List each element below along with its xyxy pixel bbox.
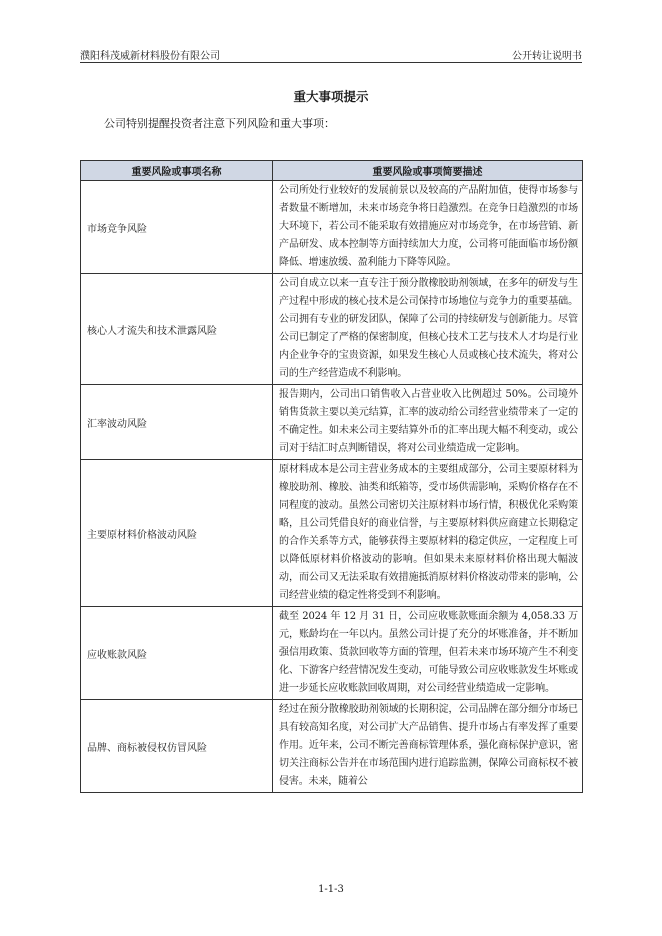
table-header-row: [81, 161, 583, 181]
column-header-name: 重要风险或事项名称: [81, 161, 273, 181]
table-row: [81, 385, 583, 460]
risk-table: [80, 160, 583, 793]
table-row: [81, 607, 583, 700]
page-title: 重大事项提示: [293, 89, 369, 104]
company-name: 濮阳科茂威新材料股份有限公司: [80, 51, 220, 62]
risk-description: 公司自成立以来一直专注于预分散橡胶助剂领域，在多年的研发与生产过程中形成的核心技术是公司保持市场地位与竞争力的重要基础。公司拥有专业的研发团队，保障了公司的持续研发与创新能力。尽管公司已制定了严格的保密制度，但核心技术工艺与技术人才均是行业内企业争夺的宝贵资源，如果发生核心人员或核心技术流失，将对公司的生产经营造成不利影响。: [273, 274, 583, 385]
document-type: 公开转让说明书: [512, 51, 582, 62]
risk-description: 原材料成本是公司主营业务成本的主要组成部分，公司主要原材料为橡胶助剂、橡胶、油类和纸箱等，受市场供需影响，采购价格存在不同程度的波动。虽然公司密切关注原材料市场行情，积极优化采购策略，且公司凭借良好的商业信誉，与主要原材料供应商建立长期稳定的合作关系等方式，能够获得主要原材料的稳定供应，一定程度上可以降低原材料价格波动的影响。但如果未来原材料价格出现大幅波动，而公司又无法采取有效措施抵消原材料价格波动带来的影响，公司经营业绩的稳定性将受到不利影响。: [273, 460, 583, 607]
page-header: [80, 44, 582, 63]
table-row: [81, 460, 583, 607]
column-header-description: 重要风险或事项简要描述: [273, 161, 583, 181]
page-number: 1-1-3: [318, 884, 344, 895]
table-row: [81, 700, 583, 793]
risk-name: 核心人才流失和技术泄露风险: [81, 274, 273, 385]
risk-description: 截至 2024 年 12 月 31 日，公司应收账款账面余额为 4,058.33 万元，账龄均在一年以内。虽然公司计提了充分的坏账准备，并不断加强信用政策、货款回收等方面的管理，但若未来市场环境产生不利变化、下游客户经营情况发生变动，可能导致公司应收账款发生坏账或进一步延长应收账款回收周期，对公司经营业绩造成一定影响。: [273, 607, 583, 700]
table-row: [81, 181, 583, 274]
risk-name: 市场竞争风险: [81, 181, 273, 274]
table-row: [81, 274, 583, 385]
risk-description: 报告期内，公司出口销售收入占营业收入比例超过 50%。公司境外销售货款主要以美元结算，汇率的波动给公司经营业绩带来了一定的不确定性。如未来公司主要结算外币的汇率出现大幅不利变动，或公司对于结汇时点判断错误，将对公司业绩造成一定影响。: [273, 385, 583, 460]
risk-name: 主要原材料价格波动风险: [81, 460, 273, 607]
risk-name: 品牌、商标被侵权仿冒风险: [81, 700, 273, 793]
risk-name: 汇率波动风险: [81, 385, 273, 460]
risk-name: 应收账款风险: [81, 607, 273, 700]
intro-text: 公司特别提醒投资者注意下列风险和重大事项：: [104, 117, 335, 130]
risk-description: 经过在预分散橡胶助剂领域的长期积淀，公司品牌在部分细分市场已具有较高知名度，对公司扩大产品销售、提升市场占有率发挥了重要作用。近年来，公司不断完善商标管理体系，强化商标保护意识，密切关注商标公告并在市场范围内进行追踪监测，保障公司商标权不被侵害。未来，随着公: [273, 700, 583, 793]
risk-description: 公司所处行业较好的发展前景以及较高的产品附加值，使得市场参与者数量不断增加，未来市场竞争将日趋激烈。在竞争日趋激烈的市场大环境下，若公司不能采取有效措施应对市场竞争，在市场营销、新产品研发、成本控制等方面持续加大力度，公司将可能面临市场份额降低、增速放缓、盈利能力下降等风险。: [273, 181, 583, 274]
